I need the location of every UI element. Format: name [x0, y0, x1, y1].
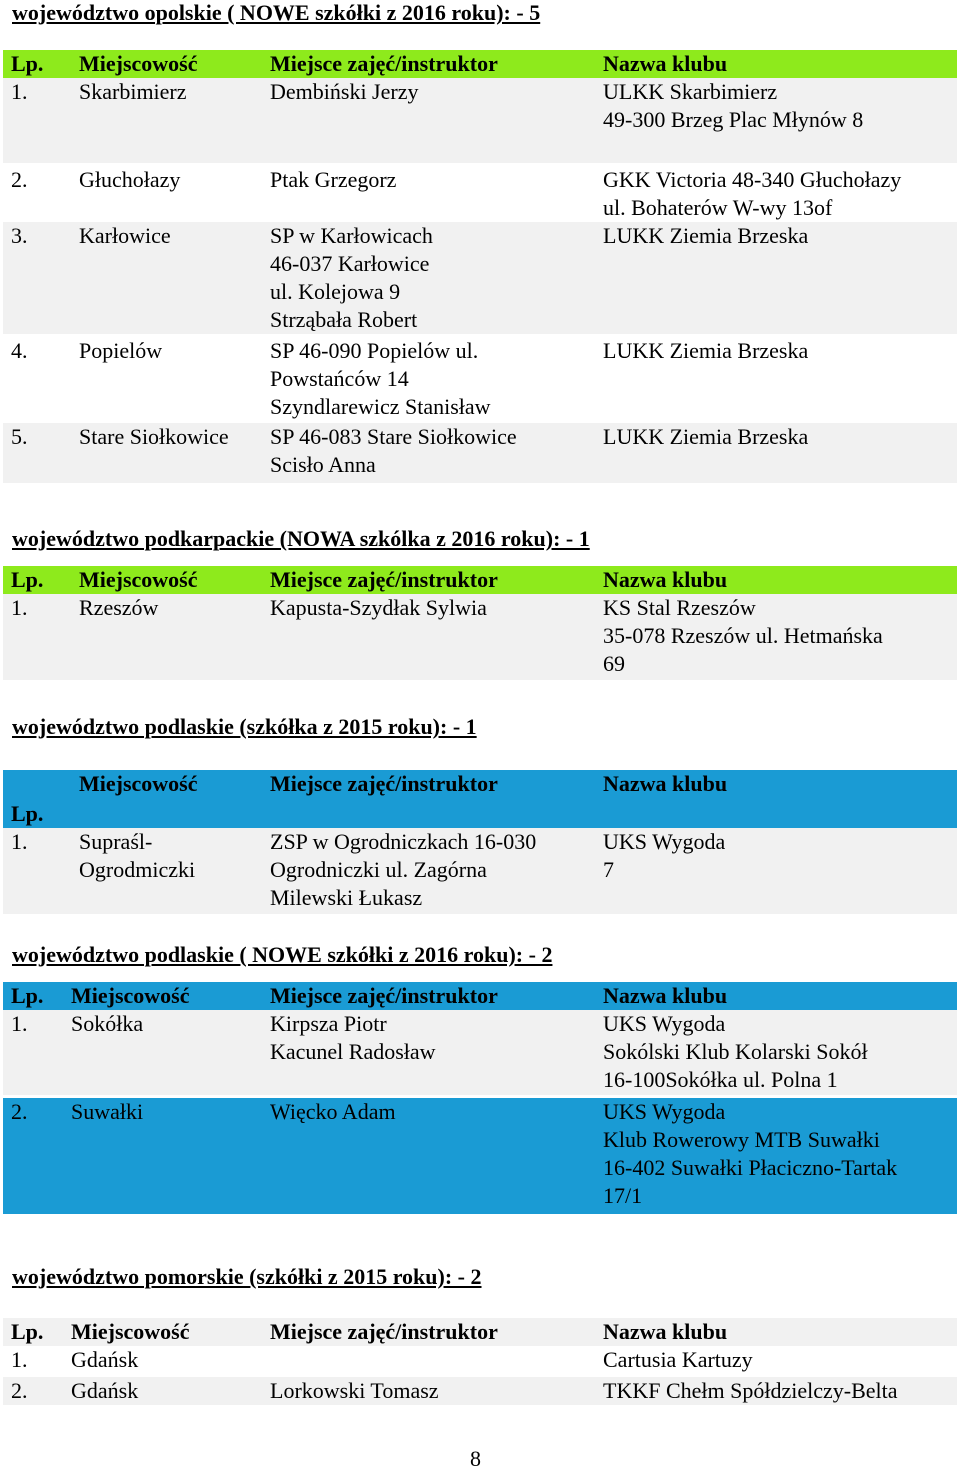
col-city: Miejscowość [71, 50, 262, 78]
table-podkarpackie [3, 566, 957, 680]
table-podlaskie-2015 [3, 770, 957, 914]
table-header [3, 50, 957, 78]
table-row: 2. Gdańsk Lorkowski Tomasz TKKF Chełm Spółdzielczy-Belta [3, 1377, 957, 1405]
table-row: 3. Karłowice SP w Karłowicach 46-037 Karłowice ul. Kolejowa 9 Strząbała Robert LUKK Ziemia Brzeska [3, 222, 957, 337]
table-row: 1. Sokółka Kirpsza Piotr Kacunel Radosław UKS Wygoda Sokólski Klub Kolarski Sokół 16-100Sokółka ul. Polna 1 [3, 1010, 957, 1098]
table-row: 1. Gdańsk Cartusia Kartuzy [3, 1346, 957, 1377]
page-number: 8 [470, 1446, 481, 1471]
table-opolskie [3, 50, 957, 483]
col-place: Miejsce zajęć/instruktor [262, 50, 595, 78]
table-row: 1. Skarbimierz Dembiński Jerzy ULKK Skarbimierz 49-300 Brzeg Plac Młynów 8 [3, 78, 957, 166]
table-podlaskie-2016 [3, 982, 957, 1214]
col-club: Nazwa klubu [595, 50, 957, 78]
table-row: 1. Supraśl- Ogrodmiczki ZSP w Ogrodniczkach 16-030 Ogrodniczki ul. Zagórna Milewski Łukasz UKS Wygoda 7 [3, 828, 957, 914]
section-heading-pomorskie: województwo pomorskie (szkółki z 2015 roku): - 2 [12, 1264, 482, 1289]
table-row: 4. Popielów SP 46-090 Popielów ul. Powstańców 14 Szyndlarewicz Stanisław LUKK Ziemia Brzeska [3, 337, 957, 423]
table-row: 5. Stare Siołkowice SP 46-083 Stare Siołkowice Scisło Anna LUKK Ziemia Brzeska [3, 423, 957, 483]
table-row: 2. Głuchołazy Ptak Grzegorz GKK Victoria 48-340 Głuchołazy ul. Bohaterów W-wy 13of [3, 166, 957, 222]
section-heading-podlaskie-2015: województwo podlaskie (szkółka z 2015 roku): - 1 [12, 714, 477, 739]
table-header: Lp. Miejscowość Miejsce zajęć/instruktor Nazwa klubu [3, 1318, 957, 1346]
table-header: Lp. Miejscowość Miejsce zajęć/instruktor Nazwa klubu [3, 982, 957, 1010]
table-header: Lp. Miejscowość Miejsce zajęć/instruktor Nazwa klubu [3, 566, 957, 594]
table-header: Lp. Miejscowość Miejsce zajęć/instruktor Nazwa klubu [3, 770, 957, 828]
col-lp: Lp. [3, 50, 71, 78]
section-heading-opolskie: województwo opolskie ( NOWE szkółki z 2016 roku): - 5 [12, 0, 541, 25]
table-row: 2. Suwałki Więcko Adam UKS Wygoda Klub Rowerowy MTB Suwałki 16-402 Suwałki Płaciczno-Tartak 17/1 [3, 1098, 957, 1214]
section-heading-podkarpackie: województwo podkarpackie (NOWA szkólka z 2016 roku): - 1 [12, 526, 590, 551]
table-pomorskie [3, 1318, 957, 1405]
table-row: 1. Rzeszów Kapusta-Szydłak Sylwia KS Stal Rzeszów 35-078 Rzeszów ul. Hetmańska 69 [3, 594, 957, 680]
section-heading-podlaskie-2016: województwo podlaskie ( NOWE szkółki z 2016 roku): - 2 [12, 942, 553, 967]
